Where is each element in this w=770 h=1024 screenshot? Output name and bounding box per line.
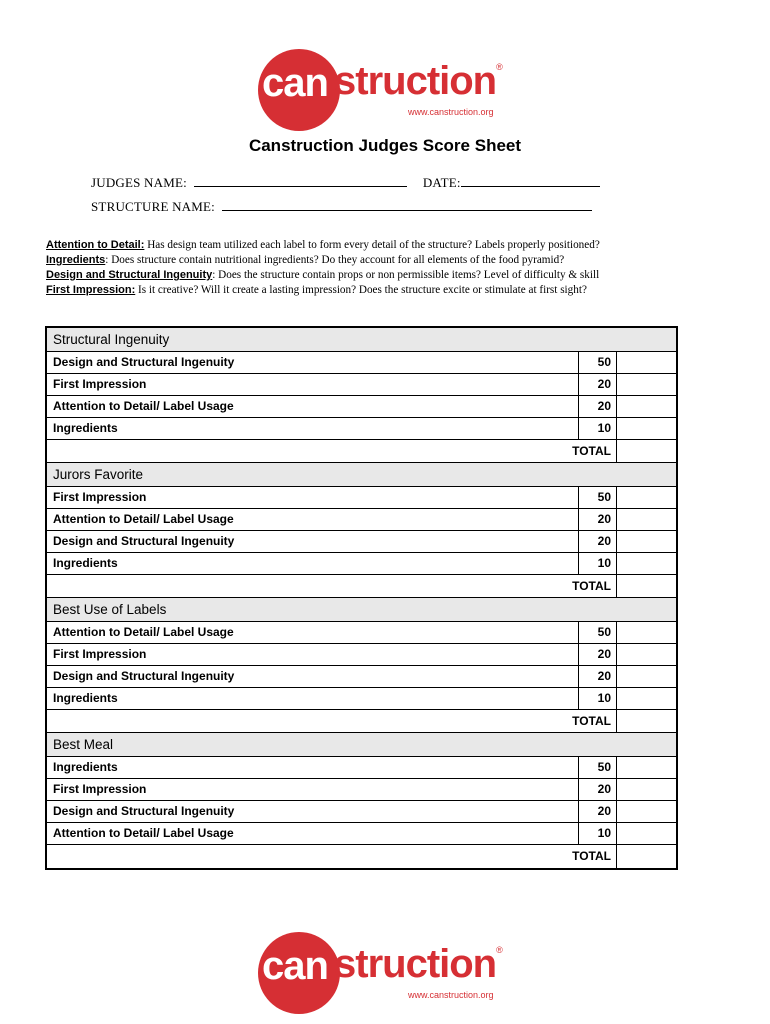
score-input[interactable] xyxy=(617,779,676,800)
table-row: Design and Structural Ingenuity 20 xyxy=(47,666,676,688)
table-row: First Impression 20 xyxy=(47,374,676,396)
score-input[interactable] xyxy=(617,801,676,822)
table-row: First Impression 20 xyxy=(47,644,676,666)
score-input[interactable] xyxy=(617,666,676,687)
date-field[interactable] xyxy=(461,174,600,187)
date-label: DATE: xyxy=(422,175,461,190)
table-row: Attention to Detail/ Label Usage 10 xyxy=(47,823,676,845)
logo-url: www.canstruction.org xyxy=(408,107,494,117)
table-row: Ingredients 50 xyxy=(47,757,676,779)
logo-circle xyxy=(258,49,340,131)
total-input[interactable] xyxy=(617,575,676,597)
score-input[interactable] xyxy=(617,622,676,643)
total-row: TOTAL xyxy=(47,710,676,733)
criterion-ingredients: Ingredients: Does structure contain nutritional ingredients? Do they account for all elements of the food pyramid? xyxy=(46,254,565,266)
total-row: TOTAL xyxy=(47,575,676,598)
score-input[interactable] xyxy=(617,823,676,844)
total-input[interactable] xyxy=(617,845,676,868)
canstruction-logo-bottom xyxy=(258,932,502,1014)
section-title: Structural Ingenuity xyxy=(47,328,676,352)
section-best-use-of-labels xyxy=(47,598,676,733)
table-row: Design and Structural Ingenuity 20 xyxy=(47,531,676,553)
section-best-meal xyxy=(47,733,676,868)
page-title: Canstruction Judges Score Sheet xyxy=(248,136,522,155)
table-row: First Impression 50 xyxy=(47,487,676,509)
score-input[interactable] xyxy=(617,509,676,530)
table-row: Design and Structural Ingenuity 20 xyxy=(47,801,676,823)
total-input[interactable] xyxy=(617,710,676,732)
total-input[interactable] xyxy=(617,440,676,462)
table-row: Ingredients 10 xyxy=(47,688,676,710)
logo-url: www.canstruction.org xyxy=(408,990,494,1000)
table-row: Ingredients 10 xyxy=(47,553,676,575)
criterion-attention: Attention to Detail: Has design team utilized each label to form every detail of the structure? Labels properly positioned? xyxy=(46,239,600,251)
table-row: Attention to Detail/ Label Usage 20 xyxy=(47,509,676,531)
structure-name-field[interactable] xyxy=(222,198,592,211)
score-input[interactable] xyxy=(617,396,676,417)
section-title: Best Use of Labels xyxy=(47,598,676,622)
section-title: Jurors Favorite xyxy=(47,463,676,487)
table-row: Attention to Detail/ Label Usage 50 xyxy=(47,622,676,644)
judges-name-field[interactable] xyxy=(194,174,407,187)
logo-can-text: can xyxy=(262,944,328,988)
score-input[interactable] xyxy=(617,374,676,395)
structure-name-label: STRUCTURE NAME: xyxy=(91,199,215,214)
score-input[interactable] xyxy=(617,352,676,373)
table-row: Ingredients 10 xyxy=(47,418,676,440)
score-input[interactable] xyxy=(617,418,676,439)
table-row: Attention to Detail/ Label Usage 20 xyxy=(47,396,676,418)
structure-name-row xyxy=(91,198,592,215)
score-input[interactable] xyxy=(617,531,676,552)
judges-name-row xyxy=(91,174,600,191)
logo-circle xyxy=(258,932,340,1014)
logo-can-text: can xyxy=(262,61,328,105)
table-row: First Impression 20 xyxy=(47,779,676,801)
judging-criteria xyxy=(46,238,726,298)
score-table xyxy=(45,326,678,870)
canstruction-logo-top xyxy=(258,49,502,131)
logo-struction-text: struction® xyxy=(334,59,502,103)
section-jurors-favorite xyxy=(47,463,676,598)
total-row: TOTAL xyxy=(47,845,676,868)
table-row: Design and Structural Ingenuity 50 xyxy=(47,352,676,374)
score-input[interactable] xyxy=(617,553,676,574)
judges-name-label: JUDGES NAME: xyxy=(91,175,187,190)
score-input[interactable] xyxy=(617,487,676,508)
score-input[interactable] xyxy=(617,644,676,665)
score-input[interactable] xyxy=(617,688,676,709)
criterion-first-impression: First Impression: Is it creative? Will it create a lasting impression? Does the structure excite or stimulate at first sight? xyxy=(46,284,587,296)
logo-struction-text: struction® xyxy=(334,942,502,986)
section-structural-ingenuity xyxy=(47,328,676,463)
section-title: Best Meal xyxy=(47,733,676,757)
criterion-design: Design and Structural Ingenuity: Does the structure contain props or non permissible items? Level of difficulty & skill xyxy=(46,269,600,281)
score-input[interactable] xyxy=(617,757,676,778)
total-row: TOTAL xyxy=(47,440,676,463)
